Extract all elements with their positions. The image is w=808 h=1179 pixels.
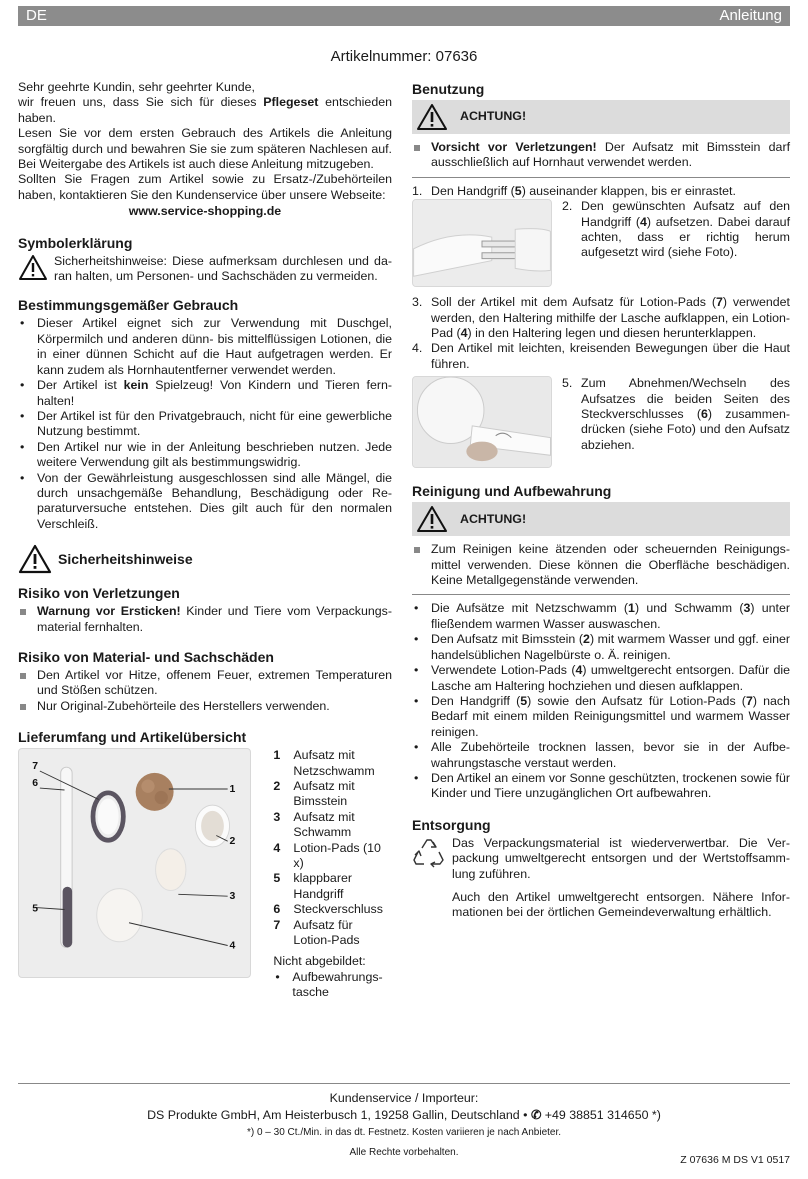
usage-warning-list	[412, 140, 790, 171]
footer-rights: Alle Rechte vorbehalten.	[349, 1147, 459, 1158]
list-item: 7 Aufsatz für Lotion-Pads	[273, 917, 360, 948]
phone-icon: ✆	[530, 1108, 542, 1122]
warning-triangle-icon	[18, 544, 52, 574]
handle-assembly-photo	[412, 199, 552, 287]
contents-area	[18, 748, 392, 1001]
usage-heading: Benutzung	[412, 81, 485, 97]
remove-attachment-photo	[412, 376, 552, 468]
intro-paragraph-3: Sollten Sie Fragen zum Artikel sowie zu Ersatz-/Zubehörteilen haben, kontaktieren Sie den Kundenservice über unsere Webseite:	[18, 172, 392, 202]
list-item: 1. Den Handgriff (5) auseinander klappen, bis er einrastet.	[412, 183, 736, 198]
parts-list	[273, 748, 392, 1001]
list-item: 4. Den Artikel mit leichten, kreisenden Bewegungen über die Haut führen.	[412, 341, 790, 371]
disposal-paragraph-2: Auch den Artikel umweltgerecht entsorgen. Nähere Informationen bei der örtlichen Gemeindeverwaltung erhältlich.	[452, 889, 790, 920]
intended-use-heading: Bestimmungsgemäßer Gebrauch	[18, 297, 239, 314]
symbols-row	[18, 254, 392, 285]
cleaning-list	[412, 601, 790, 801]
list-item: Zum Reinigen keine ätzenden oder scheuernden Reinigungsmittel verwenden. Diese können die Oberfläche beschädigen. Keine Metallgegenstände verwenden.	[412, 542, 790, 588]
damage-heading: Risiko von Material- und Sachschäden	[18, 648, 274, 665]
list-item: • Den Aufsatz mit Bimsstein (2) mit warmem Wasser und ggf. einer handelsüblichen Nagelbürste o. Ä. reinigen.	[412, 632, 790, 663]
document-title: Anleitung	[719, 7, 782, 24]
list-item: • Der Artikel ist für den Privatgebrauch, nicht für eine gewerbliche Nutzung bestimmt.	[18, 409, 392, 440]
footer-address: DS Produkte GmbH, Am Heisterbusch 1, 19258 Gallin, Deutschland • ✆ +49 38851 314650 *)	[147, 1108, 661, 1122]
list-item: • Dieser Artikel eignet sich zur Verwendung mit Duschgel, Körpermilch und anderen dünn- bis mittelflüssigen Lotionen, die in einer dünnen Schicht auf die Haut aufgetragen werden. Er kann zudem als Hornhautentferner verwendet werden.	[18, 316, 392, 378]
usage-steps	[412, 184, 790, 199]
list-item: 1 Aufsatz mit Netzschwamm	[273, 748, 375, 778]
list-item: • Der Artikel ist kein Spielzeug! Von Kindern und Tieren fernhalten!	[18, 378, 392, 409]
safety-heading: Sicherheitshinweise	[58, 551, 193, 568]
intended-use-list	[18, 316, 392, 532]
callout-4: 4	[229, 940, 236, 952]
list-item: 2 Aufsatz mit Bimsstein	[273, 779, 355, 809]
symbols-heading: Symbolerklärung	[18, 234, 133, 251]
list-item: 3 Aufsatz mit Schwamm	[273, 809, 355, 840]
website-link[interactable]: www.service-shopping.de	[128, 204, 282, 219]
intro-paragraph-1: wir freuen uns, dass Sie sich für dieses Pflegeset entschieden haben.	[18, 95, 392, 125]
list-item: 5 klappbarer Handgriff	[273, 871, 352, 901]
warning-triangle-icon	[416, 103, 448, 131]
list-item: • Den Artikel nur wie in der Anleitung beschrieben nutzen. Jede weitere Verwendung gilt als bestimmungswidrig.	[18, 440, 392, 471]
footer	[18, 1083, 790, 1160]
cleaning-attention-box	[412, 502, 790, 536]
disposal-paragraph-1: Das Verpackungsmaterial ist wiederverwertbar. Die Verpackung umweltgerecht entsorgen und der Wertstoffsammlung zuführen.	[452, 835, 790, 881]
header-bar	[18, 6, 790, 26]
greeting: Sehr geehrte Kundin, sehr geehrter Kunde,	[18, 80, 255, 94]
injury-list	[18, 604, 392, 635]
list-item: • Aufbewahrungstasche	[273, 970, 392, 1001]
intro-paragraph-2: Lesen Sie vor dem ersten Gebrauch des Artikels die Anleitung sorgfältig durch und bewahren Sie sie zum späteren Nachlesen auf. Bei Weitergabe des Artikels ist auch diese Anleitung mitzugeben.	[18, 126, 392, 172]
attention-label: ACHTUNG!	[460, 109, 527, 124]
step-5-row	[412, 376, 790, 468]
callout-5: 5	[32, 903, 39, 915]
disposal-row	[412, 836, 790, 921]
callout-7: 7	[32, 761, 39, 773]
document-code: Z 07636 M DS V1 0517	[680, 1154, 790, 1166]
step-2-row	[412, 199, 790, 287]
damage-list	[18, 668, 392, 714]
warning-triangle-icon	[416, 505, 448, 533]
usage-attention-box	[412, 100, 790, 134]
list-item: • Verwendete Lotion-Pads (4) umweltgerecht entsorgen. Dafür die Lasche am Haltering hochziehen und diesen aufklappen.	[412, 663, 790, 694]
footer-service-label: Kundenservice / Importeur:	[329, 1091, 479, 1105]
safety-heading-row	[18, 544, 392, 574]
callout-3: 3	[229, 891, 236, 903]
list-item: Den Artikel vor Hitze, offenem Feuer, extremen Temperaturen und Stößen schützen.	[18, 668, 392, 699]
callout-6: 6	[32, 778, 39, 790]
attention-label: ACHTUNG!	[460, 511, 527, 526]
not-shown-label: Nicht abgebildet:	[273, 954, 366, 969]
symbols-text: Sicherheitshinweise: Diese aufmerksam durchlesen und daran halten, um Personen- und Sachschäden zu vermeiden.	[54, 253, 392, 284]
warning-triangle-icon	[18, 254, 48, 281]
disposal-heading: Entsorgung	[412, 816, 491, 833]
list-item: • Die Aufsätze mit Netzschwamm (1) und Schwamm (3) unter fließendem warmen Wasser auswaschen.	[412, 601, 790, 632]
right-column	[412, 80, 790, 921]
left-column	[18, 80, 392, 1001]
divider	[412, 594, 790, 595]
divider	[412, 177, 790, 178]
list-item: • Den Handgriff (5) sowie den Aufsatz für Lotion-Pads (7) nach Bedarf mit einem milden Reinigungsmittel und warmem Wasser reinigen.	[412, 694, 790, 740]
list-item: Vorsicht vor Verletzungen! Der Aufsatz mit Bimsstein darf ausschließlich auf Hornhaut verwendet werden.	[412, 140, 790, 171]
list-item: 3. Soll der Artikel mit dem Aufsatz für Lotion-Pads (7) verwendet werden, den Haltering mithilfe der Lasche aufklappen, ein Lotion-Pad (4) in den Haltering legen und diesen herunterklappen.	[412, 295, 790, 341]
contents-heading: Lieferumfang und Artikelübersicht	[18, 729, 247, 746]
product-overview-photo	[18, 748, 251, 978]
callout-1: 1	[229, 784, 236, 796]
list-item: • Alle Zubehörteile trocknen lassen, bevor sie in der Aufbewahrungstasche verstaut werden.	[412, 740, 790, 771]
footer-cost-note: *) 0 – 30 Ct./Min. in das dt. Festnetz. Kosten variieren je nach Anbieter.	[246, 1127, 562, 1138]
list-item: 5. Zum Abnehmen/Wechseln des Aufsatzes die beiden Seiten des Steckverschlusses (6) zusammendrücken (siehe Foto) und den Aufsatz abziehen.	[562, 376, 790, 452]
recycling-icon	[412, 836, 446, 868]
list-item: Warnung vor Ersticken! Kinder und Tiere vom Verpackungsmaterial fernhalten.	[18, 604, 392, 635]
injury-heading: Risiko von Verletzungen	[18, 585, 180, 602]
language-code: DE	[26, 7, 47, 24]
list-item: • Von der Gewährleistung ausgeschlossen sind alle Mängel, die durch unsachgemäße Behandlung, Beschädigung oder Reparaturversuche entstehen. Dies gilt auch für den normalen Verschleiß.	[18, 471, 392, 533]
list-item: Nur Original-Zubehörteile des Herstellers verwenden.	[18, 699, 392, 714]
cleaning-warning-list	[412, 542, 790, 588]
list-item: 2. Den gewünschten Aufsatz auf den Handgriff (4) aufsetzen. Dabei darauf achten, dass er richtig herum aufgesetzt wird (siehe Foto).	[562, 199, 791, 260]
list-item: 6 Steckverschluss	[273, 902, 383, 917]
list-item: • Den Artikel an einem vor Sonne geschützten, trockenen sowie für Kinder und Tiere unzugänglichen Ort aufbewahren.	[412, 771, 790, 802]
list-item: 4 Lotion-Pads (10 x)	[273, 840, 381, 871]
callout-2: 2	[229, 836, 236, 848]
cleaning-heading: Reinigung und Aufbewahrung	[412, 483, 612, 500]
article-number: Artikelnummer: 07636	[330, 48, 478, 65]
